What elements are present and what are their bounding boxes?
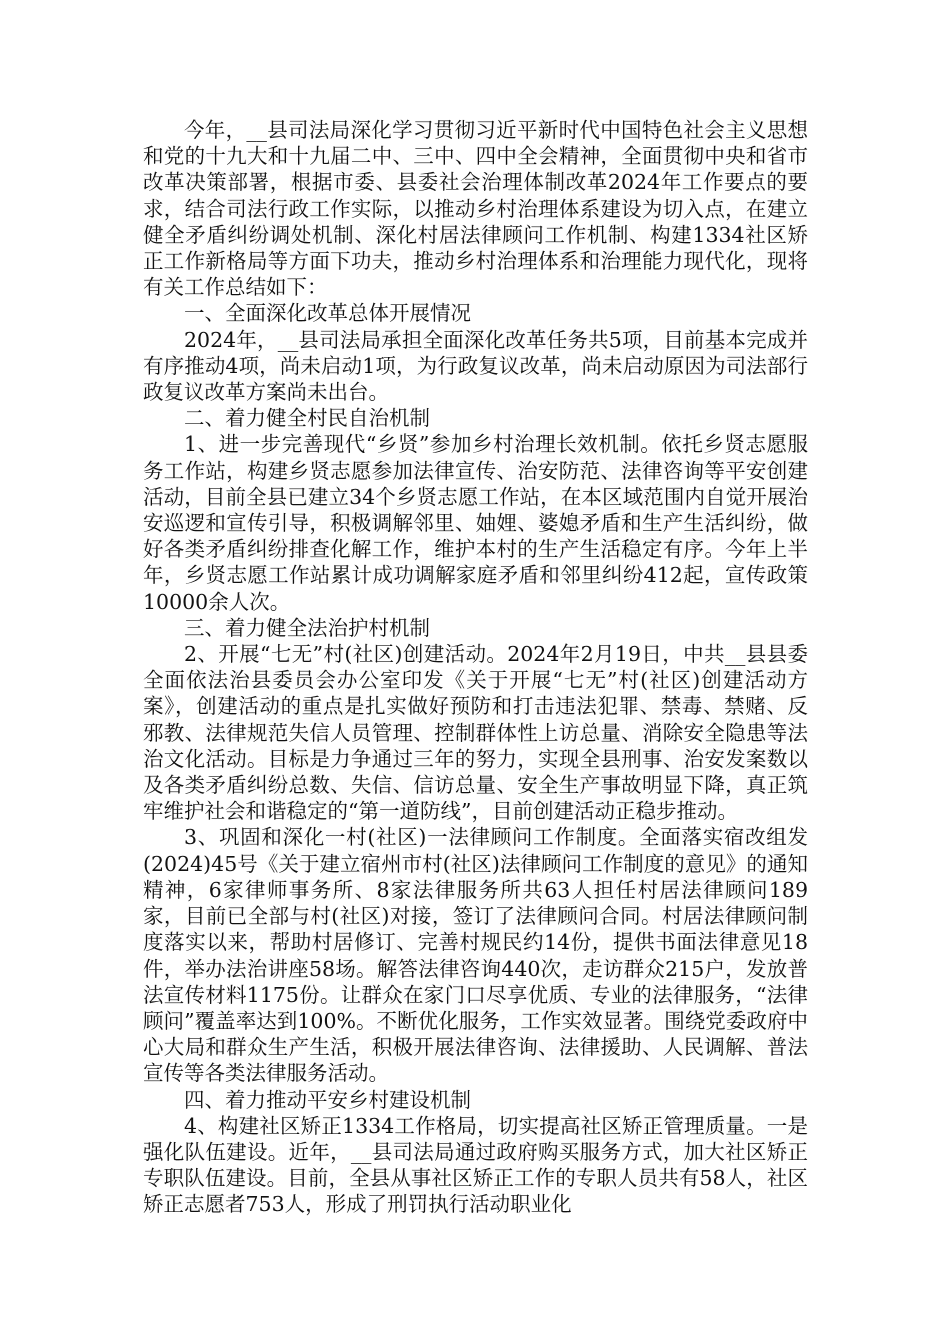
paragraph-intro: 今年，__县司法局深化学习贯彻习近平新时代中国特色社会主义思想和党的十九大和十九届二中、三中、四中全会精神，全面贯彻中央和省市改革决策部署，根据市委、县委社会治理体制改革2024年工作要点的要求，结合司法行政工作实际，以推动乡村治理体系建设为切入点，在建立健全矛盾纠纷调处机制、深化村居法律顾问工作机制、构建1334社区矫正工作新格局等方面下功夫，推动乡村治理体系和治理能力现代化，现将有关工作总结如下： xyxy=(143,118,808,300)
section-heading-4: 四、着力推动平安乡村建设机制 xyxy=(184,1087,471,1112)
paragraph-community-correction: 4、构建社区矫正1334工作格局，切实提高社区矫正管理质量。一是强化队伍建设。近年，__县司法局通过政府购买服务方式，加大社区矫正专职队伍建设。目前，全县从事社区矫正工作的专职人员共有58人，社区矫正志愿者753人，形成了刑罚执行活动职业化 xyxy=(143,1113,808,1217)
paragraph-xianxian: 1、进一步完善现代“乡贤”参加乡村治理长效机制。依托乡贤志愿服务工作站，构建乡贤志愿参加法律宣传、治安防范、法律咨询等平安创建活动，目前全县已建立34个乡贤志愿工作站，在本区域范围内自觉开展治安巡逻和宣传引导，积极调解邻里、妯娌、婆媳矛盾和生产生活纠纷，做好各类矛盾纠纷排查化解工作，维护本村的生产生活稳定有序。今年上半年，乡贤志愿工作站累计成功调解家庭矛盾和邻里纠纷412起，宣传政策10000余人次。 xyxy=(143,432,808,614)
paragraph-legal-advisor: 3、巩固和深化一村(社区)一法律顾问工作制度。全面落实宿改组发(2024)45号《关于建立宿州市村(社区)法律顾问工作制度的意见》的通知精神，6家律师事务所、8家法律服务所共63人担任村居法律顾问189家，目前已全部与村(社区)对接，签订了法律顾问合同。村居法律顾问制度落实以来，帮助村居修订、完善村规民约14份，提供书面法律意见18件，举办法治讲座58场。解答法律咨询440次，走访群众215户，发放普法宣传材料1175份。让群众在家门口尽享优质、专业的法律服务，“法律顾问”覆盖率达到100%。不断优化服务，工作实效显著。围绕党委政府中心大局和群众生产生活，积极开展法律咨询、法律援助、人民调解、普法宣传等各类法律服务活动。 xyxy=(143,825,808,1086)
paragraph-reform-status: 2024年，__县司法局承担全面深化改革任务共5项，目前基本完成并有序推动4项，尚未启动1项，为行政复议改革，尚未启动原因为司法部行政复议改革方案尚未出台。 xyxy=(143,327,808,405)
section-heading-2: 二、着力健全村民自治机制 xyxy=(184,406,430,431)
section-heading-1: 一、全面深化改革总体开展情况 xyxy=(184,301,471,326)
section-heading-3: 三、着力健全法治护村机制 xyxy=(184,615,430,640)
document-body xyxy=(143,117,808,1218)
paragraph-qiwu: 2、开展“七无”村(社区)创建活动。2024年2月19日，中共__县县委全面依法治县委员会办公室印发《关于开展“七无”村(社区)创建活动方案》，创建活动的重点是扎实做好预防和打击违法犯罪、禁毒、禁赌、反邪教、法律规范失信人员管理、控制群体性上访总量、消除安全隐患等法治文化活动。目标是力争通过三年的努力，实现全县刑事、治安发案数以及各类矛盾纠纷总数、失信、信访总量、安全生产事故明显下降，真正筑牢维护社会和谐稳定的“第一道防线”，目前创建活动正稳步推动。 xyxy=(143,642,808,824)
